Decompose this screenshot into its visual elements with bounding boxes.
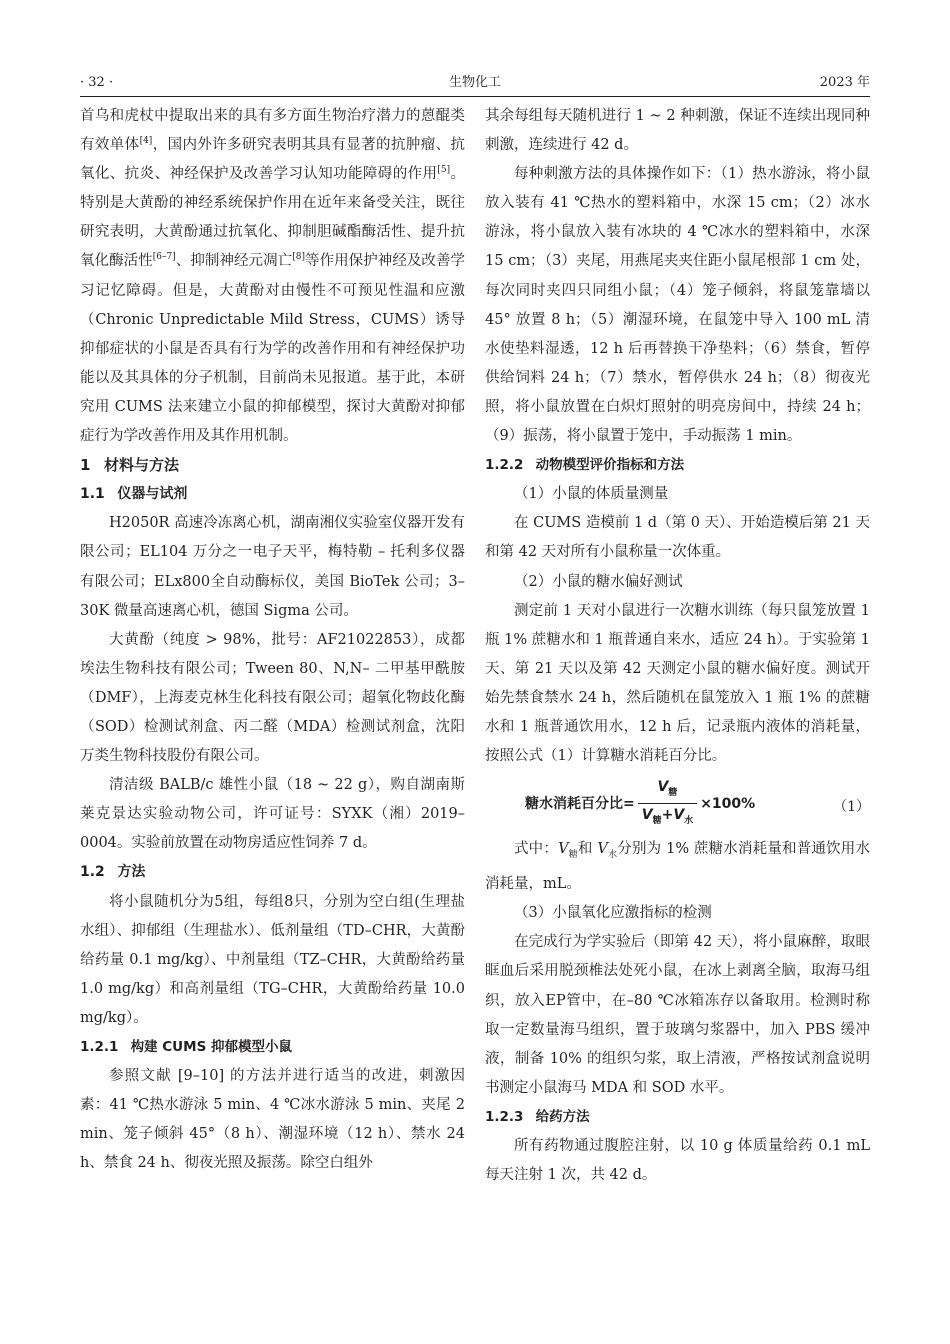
citation: [5] bbox=[437, 165, 451, 176]
subsubsection-heading: 1.2.1 构建 CUMS 抑郁模型小鼠 bbox=[80, 1039, 293, 1055]
paragraph-animals: 清洁级 BALB/c 雄性小鼠（18 ~ 22 g），购自湖南斯莱克景达实验动物公司，许可证号：SYXK（湘）2019–0004。实验前放置在动物房适应性饲养 7 d。 bbox=[80, 777, 465, 852]
paragraph-oxidative: 在完成行为学实验后（即第 42 天），将小鼠麻醉，取眼眶血后采用脱颈椎法处死小鼠，在冰上剥离全脑，取海马组织，放入EP管中，在–80 ℃冰箱冻存以备取用。检测时称取一定数量海马组织，置于玻璃匀浆器中，加入 PBS 缓冲液，制备 10% 的组织匀浆，取上清液，严格按试剂盒说明书测定小鼠海马 MDA 和 SOD 水平。 bbox=[485, 934, 870, 1096]
journal-name: 生物化工 bbox=[448, 75, 501, 90]
paragraph-continued: 其余每组每天随机进行 1 ~ 2 种刺激，保证不连续出现同种刺激，连续进行 42 d。 bbox=[485, 108, 870, 154]
paragraph-sucrose: 测定前 1 天对小鼠进行一次糖水训练（每只鼠笼放置 1 瓶 1% 蔗糖水和 1 瓶普通自来水，适应 24 h）。于实验第 1 天、第 21 天以及第 42 天测定小鼠的糖水偏好度。测试开始先禁食禁水 24 h，然后随机在鼠笼放入 1 瓶 1% 的蔗糖水和 1 瓶普通饮用水，12 h 后，记录瓶内液体的消耗量，按照公式（1）计算糖水消耗百分比。 bbox=[485, 602, 870, 765]
item-heading: （3）小鼠氧化应激指标的检测 bbox=[514, 905, 712, 922]
section-heading: 1 材料与方法 bbox=[80, 456, 179, 475]
citation: [4] bbox=[139, 136, 153, 147]
paragraph-cums: 参照文献 [9–10] 的方法并进行适当的改进，刺激因素：41 ℃热水游泳 5 min、4 ℃冰水游泳 5 min、夹尾 2 min、笼子倾斜 45°（8 h）、潮湿环境（12 h）、禁水 24 h、禁食 24 h、彻夜光照及振荡。除空白组外 bbox=[80, 1068, 465, 1172]
citation: [8] bbox=[292, 252, 305, 263]
fraction bbox=[638, 777, 697, 832]
equation-number: （1） bbox=[833, 799, 870, 816]
item-heading: （2）小鼠的糖水偏好测试 bbox=[514, 573, 683, 590]
subsubsection-heading: 1.2.2 动物模型评价指标和方法 bbox=[485, 457, 685, 474]
paragraph-formula-note: 式中：$V_糖$和 $V_水$分别为 1% 蔗糖水消耗量和普通饮用水消耗量，mL。 bbox=[485, 841, 870, 893]
publication-year: 2023 年 bbox=[819, 75, 870, 90]
denominator: $V_糖+V_水$ bbox=[638, 803, 697, 832]
subsection-heading: 1.2 方法 bbox=[80, 864, 146, 881]
paragraph-intro: 首乌和虎杖中提取出来的具有多方面生物治疗潜力的蒽醌类有效单体[4]，国内外许多研究表明其具有显著的抗肿瘤、抗氧化、抗炎、神经保护及改善学习认知功能障碍的作用[5]。特别是大黄酚的神经系统保护作用在近年来备受关注，既往研究表明，大黄酚通过抗氧化、抑制胆碱酯酶活性、提升抗氧化酶活性[6–7]、抑制神经元凋亡[8]等作用保护神经及改善学习记忆障碍。但是，大黄酚对由慢性不可预见性温和应激（Chronic Unpredictable Mild Stress，CUMS）诱导抑郁症状的小鼠是否具有行为学的改善作用和有神经保护功能以及其具体的分子机制，目前尚未见报道。基于此，本研究用 CUMS 法来建立小鼠的抑郁模型，探讨大黄酚对抑郁症行为学改善作用及其作用机制。 bbox=[80, 108, 466, 445]
paragraph-weight: 在 CUMS 造模前 1 d（第 0 天）、开始造模后第 21 天和第 42 天对所有小鼠称量一次体重。 bbox=[485, 515, 870, 561]
numerator: $V_糖$ bbox=[657, 778, 678, 798]
equation-label: 糖水消耗百分比= bbox=[525, 795, 635, 812]
left-column bbox=[80, 102, 465, 1178]
paragraph-reagents: 大黄酚（纯度 > 98%，批号：AF21022853），成都埃法生物科技有限公司；Tween 80、N,N– 二甲基甲酰胺（DMF），上海麦克林生化科技有限公司；超氧化物歧化酶（SOD）检测试剂盒、丙二醛（MDA）检测试剂盒，沈阳万类生物科技股份有限公司。 bbox=[80, 631, 465, 765]
paragraph-instruments: H2050R 高速冷冻离心机，湖南湘仪实验室仪器开发有限公司；EL104 万分之一电子天平，梅特勒 – 托利多仪器有限公司；ELx800全自动酶标仪，美国 BioTek 公司；3–30K 微量高速离心机，德国 Sigma 公司。 bbox=[80, 515, 465, 619]
equation bbox=[485, 775, 870, 835]
page-number: · 32 · bbox=[80, 75, 114, 90]
subsubsection-heading: 1.2.3 给药方法 bbox=[485, 1108, 590, 1125]
paragraph-grouping: 将小鼠随机分为5组，每组8只，分别为空白组(生理盐水组）、抑郁组（生理盐水）、低剂量组（TD–CHR，大黄酚给药量 0.1 mg/kg）、中剂量组（TZ–CHR，大黄酚给药量 1.0 mg/kg）和高剂量组（TG–CHR，大黄酚给药量 10.0 mg/kg）。 bbox=[80, 893, 465, 1026]
paragraph-stimuli: 每种刺激方法的具体操作如下：（1）热水游泳，将小鼠放入装有 41 ℃热水的塑料箱中，水深 15 cm；（2）冰水游泳，将小鼠放入装有冰块的 4 ℃冰水的塑料箱中，水深 15 cm；（3）夹尾，用燕尾夹夹住距小鼠尾根部 1 cm 处，每次同时夹四只同组小鼠；（4）笼子倾斜，将鼠笼靠墙以 45° 放置 8 h；（5）潮湿环境，在鼠笼中导入 100 mL 清水使垫料湿透，12 h 后再替换干净垫料；（6）禁食，暂停供给饲料 24 h；（7）禁水，暂停供水 24 h；（8）彻夜光照，将小鼠放置在白炽灯照射的明亮房间中，持续 24 h；（9）振荡，将小鼠置于笼中，手动振荡 1 min。 bbox=[485, 166, 870, 445]
right-column bbox=[485, 102, 870, 1190]
paragraph-dosing: 所有药物通过腹腔注射，以 10 g 体质量给药 0.1 mL 每天注射 1 次，共 42 d。 bbox=[485, 1137, 870, 1184]
equation-multiplier: ×100% bbox=[700, 795, 756, 812]
subsection-heading: 1.1 仪器与试剂 bbox=[80, 486, 188, 503]
item-heading: （1）小鼠的体质量测量 bbox=[514, 486, 669, 503]
header-rule bbox=[80, 96, 870, 97]
citation: [6–7] bbox=[152, 252, 176, 263]
